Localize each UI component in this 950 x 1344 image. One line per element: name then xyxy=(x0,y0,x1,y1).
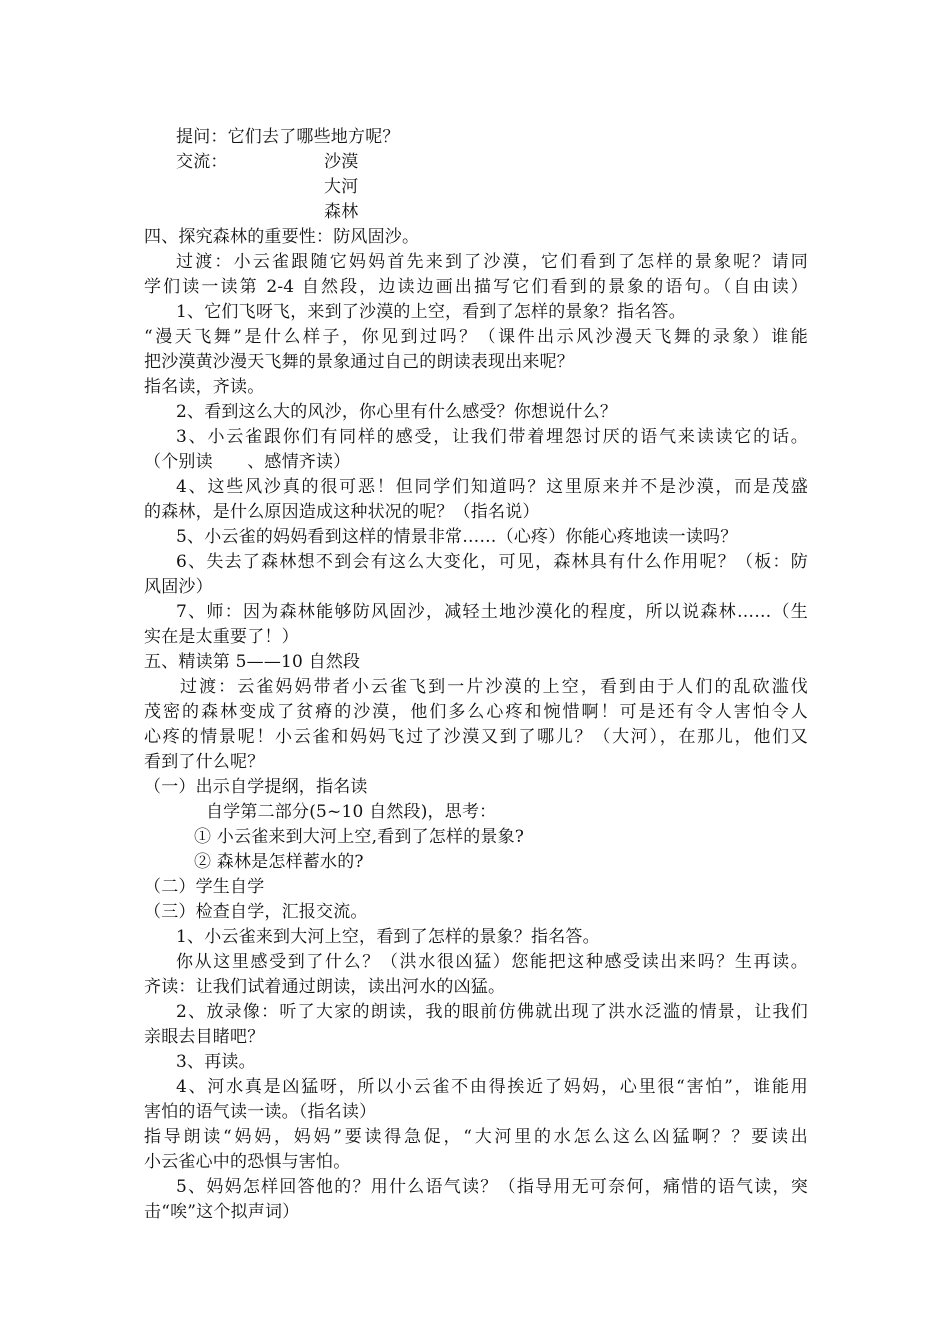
subsection-heading-3: （三）检查自学，汇报交流。 xyxy=(144,902,368,922)
paragraph-line: 2、看到这么大的风沙，你心里有什么感受？你想说什么？ xyxy=(176,402,618,422)
paragraph-line: 指导朗读“妈妈，妈妈”要读得急促，“大河里的水怎么这么凶猛啊？？要读出 xyxy=(144,1127,808,1147)
subsection-heading-2: （二）学生自学 xyxy=(144,877,265,897)
section-heading-5: 五、精读第 5——10 自然段 xyxy=(144,652,361,672)
exchange-label: 交流： xyxy=(176,152,228,172)
paragraph-line: 1、它们飞呀飞，来到了沙漠的上空，看到了怎样的景象？指名答。 xyxy=(176,302,686,322)
paragraph-line: 6、失去了森林想不到会有这么大变化，可见，森林具有什么作用呢？（板：防 xyxy=(176,552,808,572)
paragraph-line: 你从这里感受到了什么？（洪水很凶猛）您能把这种感受读出来吗？生再读。 xyxy=(176,952,808,972)
paragraph-line: 过渡：云雀妈妈带者小云雀飞到一片沙漠的上空，看到由于人们的乱砍滥伐 xyxy=(180,677,808,697)
paragraph-line: 心疼的情景呢！小云雀和妈妈飞过了沙漠又到了哪儿？（大河），在那儿，他们又 xyxy=(144,727,808,747)
paragraph-line: 2、放录像：听了大家的朗读，我的眼前仿佛就出现了洪水泛滥的情景，让我们 xyxy=(176,1002,808,1022)
question-item-2: ② 森林是怎样蓄水的? xyxy=(194,852,364,872)
paragraph-line: 7、师：因为森林能够防风固沙，减轻土地沙漠化的程度，所以说森林……（生 xyxy=(176,602,808,622)
paragraph-line: 把沙漠黄沙漫天飞舞的景象通过自己的朗读表现出来呢？ xyxy=(144,352,574,372)
paragraph-line: “漫天飞舞”是什么样子，你见到过吗？（课件出示风沙漫天飞舞的录象）谁能 xyxy=(144,327,808,347)
paragraph-line: 5、妈妈怎样回答他的？用什么语气读？（指导用无可奈何，痛惜的语气读，突 xyxy=(176,1177,808,1197)
paragraph-line: 3、小云雀跟你们有同样的感受，让我们带着埋怨讨厌的语气来读读它的话。 xyxy=(176,427,808,447)
paragraph-line: 指名读，齐读。 xyxy=(144,377,265,397)
paragraph-line: 3、再读。 xyxy=(176,1052,256,1072)
paragraph-line: （个别读 、感情齐读） xyxy=(144,452,351,472)
paragraph-line: 5、小云雀的妈妈看到这样的情景非常……（心疼）你能心疼地读一读吗？ xyxy=(176,527,738,547)
section-heading-4: 四、探究森林的重要性：防风固沙。 xyxy=(144,227,420,247)
paragraph-line: 亲眼去目睹吧？ xyxy=(144,1027,265,1047)
paragraph-line: 过渡：小云雀跟随它妈妈首先来到了沙漠，它们看到了怎样的景象呢？请同 xyxy=(176,252,808,272)
place-forest: 森林 xyxy=(324,202,359,222)
paragraph-line: 4、河水真是凶猛呀，所以小云雀不由得挨近了妈妈，心里很“害怕”，谁能用 xyxy=(176,1077,808,1097)
paragraph-line: 击“唉”这个拟声词） xyxy=(144,1202,300,1222)
paragraph-line: 看到了什么呢？ xyxy=(144,752,265,772)
place-desert: 沙漠 xyxy=(324,152,359,172)
subsection-heading-1: （一）出示自学提纲，指名读 xyxy=(144,777,368,797)
question-item-1: ① 小云雀来到大河上空,看到了怎样的景象? xyxy=(194,827,525,847)
paragraph-line: 1、小云雀来到大河上空，看到了怎样的景象？指名答。 xyxy=(176,927,600,947)
paragraph-line: 茂密的森林变成了贫瘠的沙漠，他们多么心疼和惋惜啊！可是还有令人害怕令人 xyxy=(144,702,808,722)
paragraph-line: 小云雀心中的恐惧与害怕。 xyxy=(144,1152,351,1172)
paragraph-line: 的森林，是什么原因造成这种状况的呢？（指名说） xyxy=(144,502,540,522)
paragraph-line: 实在是太重要了！） xyxy=(144,627,299,647)
self-study-line: 自学第二部分(5~10 自然段)，思考： xyxy=(206,802,497,822)
paragraph-line: 风固沙） xyxy=(144,577,213,597)
paragraph-line: 齐读：让我们试着通过朗读，读出河水的凶猛。 xyxy=(144,977,506,997)
place-river: 大河 xyxy=(324,177,359,197)
paragraph-line: 害怕的语气读一读。（指名读） xyxy=(144,1102,377,1122)
paragraph-line: 学们读一读第 2-4 自然段，边读边画出描写它们看到的景象的语句。（自由读） xyxy=(144,277,808,297)
paragraph-line: 4、这些风沙真的很可恶！但同学们知道吗？这里原来并不是沙漠，而是茂盛 xyxy=(176,477,808,497)
question-line: 提问：它们去了哪些地方呢？ xyxy=(176,127,400,147)
